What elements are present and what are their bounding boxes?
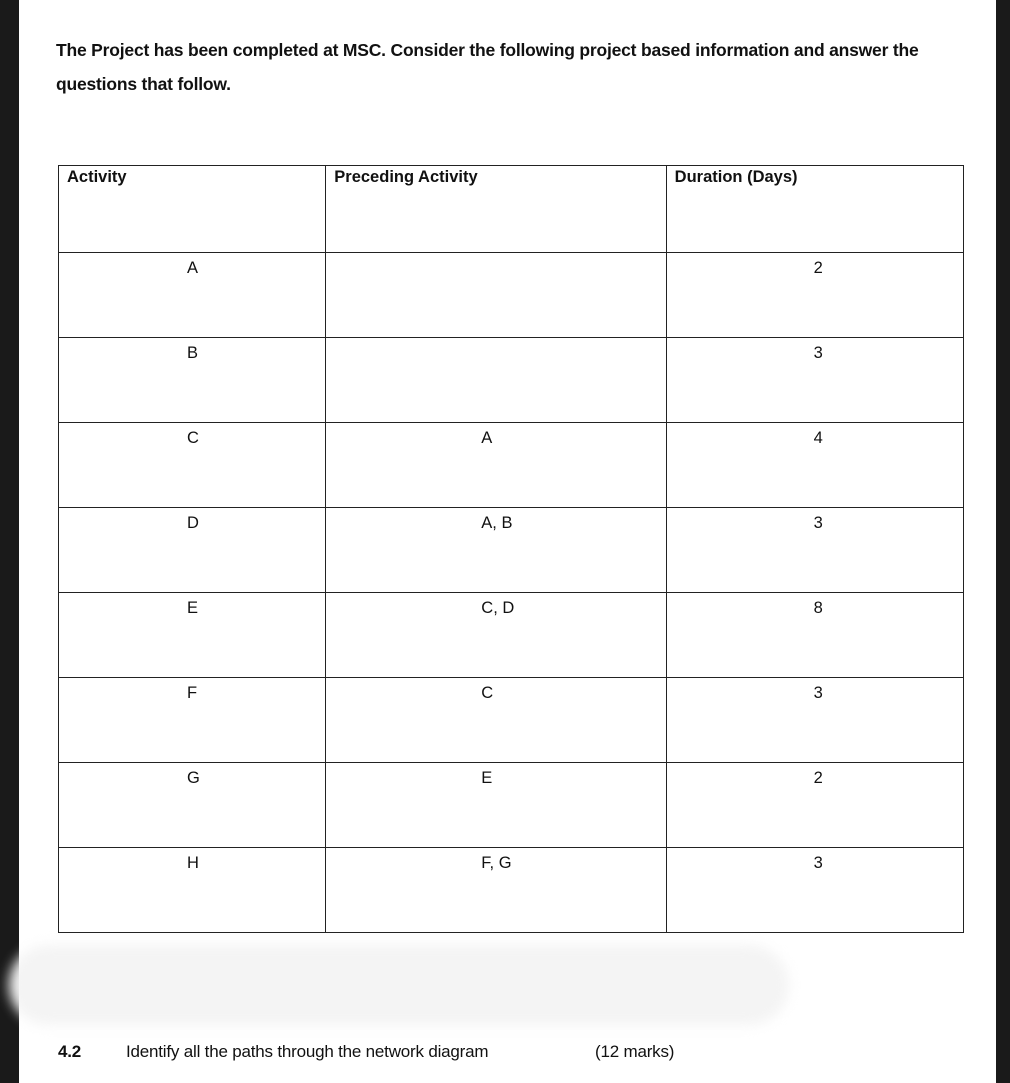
duration-cell bbox=[666, 678, 963, 763]
intro-paragraph: The Project has been completed at MSC. Consider the following project based information and answer the questions that follow. bbox=[56, 40, 919, 94]
preceding-value: C bbox=[481, 684, 494, 702]
preceding-value: F, G bbox=[481, 854, 512, 872]
activity-cell bbox=[59, 423, 326, 508]
duration-value: 3 bbox=[813, 684, 823, 702]
duration-value: 3 bbox=[813, 514, 823, 532]
activity-cell bbox=[59, 763, 326, 848]
duration-value: 3 bbox=[813, 344, 823, 362]
preceding-cell bbox=[326, 593, 666, 678]
table-row bbox=[59, 678, 964, 763]
header-duration: Duration (Days) bbox=[666, 166, 963, 253]
header-activity: Activity bbox=[59, 166, 326, 253]
activity-cell bbox=[59, 848, 326, 933]
activity-cell bbox=[59, 508, 326, 593]
activity-cell bbox=[59, 253, 326, 338]
preceding-cell bbox=[326, 423, 666, 508]
table-row bbox=[59, 508, 964, 593]
activity-value: C bbox=[187, 429, 199, 447]
table-row bbox=[59, 593, 964, 678]
duration-value: 2 bbox=[813, 259, 823, 277]
duration-cell bbox=[666, 423, 963, 508]
activity-value: F bbox=[187, 684, 198, 702]
table-row bbox=[59, 423, 964, 508]
preceding-cell bbox=[326, 338, 666, 423]
duration-cell bbox=[666, 593, 963, 678]
activity-value: B bbox=[187, 344, 199, 362]
question-text: Identify all the paths through the network diagram bbox=[126, 1042, 489, 1061]
duration-cell bbox=[666, 253, 963, 338]
preceding-cell bbox=[326, 678, 666, 763]
preceding-cell bbox=[326, 848, 666, 933]
table-row bbox=[59, 253, 964, 338]
preceding-cell bbox=[326, 508, 666, 593]
table-row bbox=[59, 763, 964, 848]
table-row bbox=[59, 848, 964, 933]
duration-cell bbox=[666, 848, 963, 933]
question-number: 4.2 bbox=[58, 1042, 82, 1061]
duration-value: 3 bbox=[813, 854, 823, 872]
activity-table bbox=[58, 165, 964, 933]
activity-value: E bbox=[187, 599, 199, 617]
activity-cell bbox=[59, 593, 326, 678]
duration-cell bbox=[666, 763, 963, 848]
duration-value: 8 bbox=[813, 599, 823, 617]
activity-cell bbox=[59, 678, 326, 763]
duration-cell bbox=[666, 508, 963, 593]
table-header-row bbox=[59, 166, 964, 253]
preceding-value bbox=[326, 338, 665, 344]
activity-value: A bbox=[187, 259, 199, 277]
header-preceding-activity: Preceding Activity bbox=[326, 166, 666, 253]
question-marks: (12 marks) bbox=[595, 1042, 675, 1061]
redaction-smudge bbox=[9, 945, 789, 1025]
preceding-value: E bbox=[481, 769, 493, 787]
document-page bbox=[19, 0, 996, 1083]
activity-value: D bbox=[187, 514, 199, 532]
table-row bbox=[59, 338, 964, 423]
preceding-value bbox=[326, 253, 665, 259]
activity-value: H bbox=[187, 854, 199, 872]
preceding-cell bbox=[326, 763, 666, 848]
preceding-value: A, B bbox=[481, 514, 513, 532]
activity-cell bbox=[59, 338, 326, 423]
activity-value: G bbox=[187, 769, 200, 787]
preceding-cell bbox=[326, 253, 666, 338]
duration-value: 2 bbox=[813, 769, 823, 787]
preceding-value: C, D bbox=[481, 599, 515, 617]
duration-cell bbox=[666, 338, 963, 423]
duration-value: 4 bbox=[813, 429, 823, 447]
preceding-value: A bbox=[481, 429, 493, 447]
